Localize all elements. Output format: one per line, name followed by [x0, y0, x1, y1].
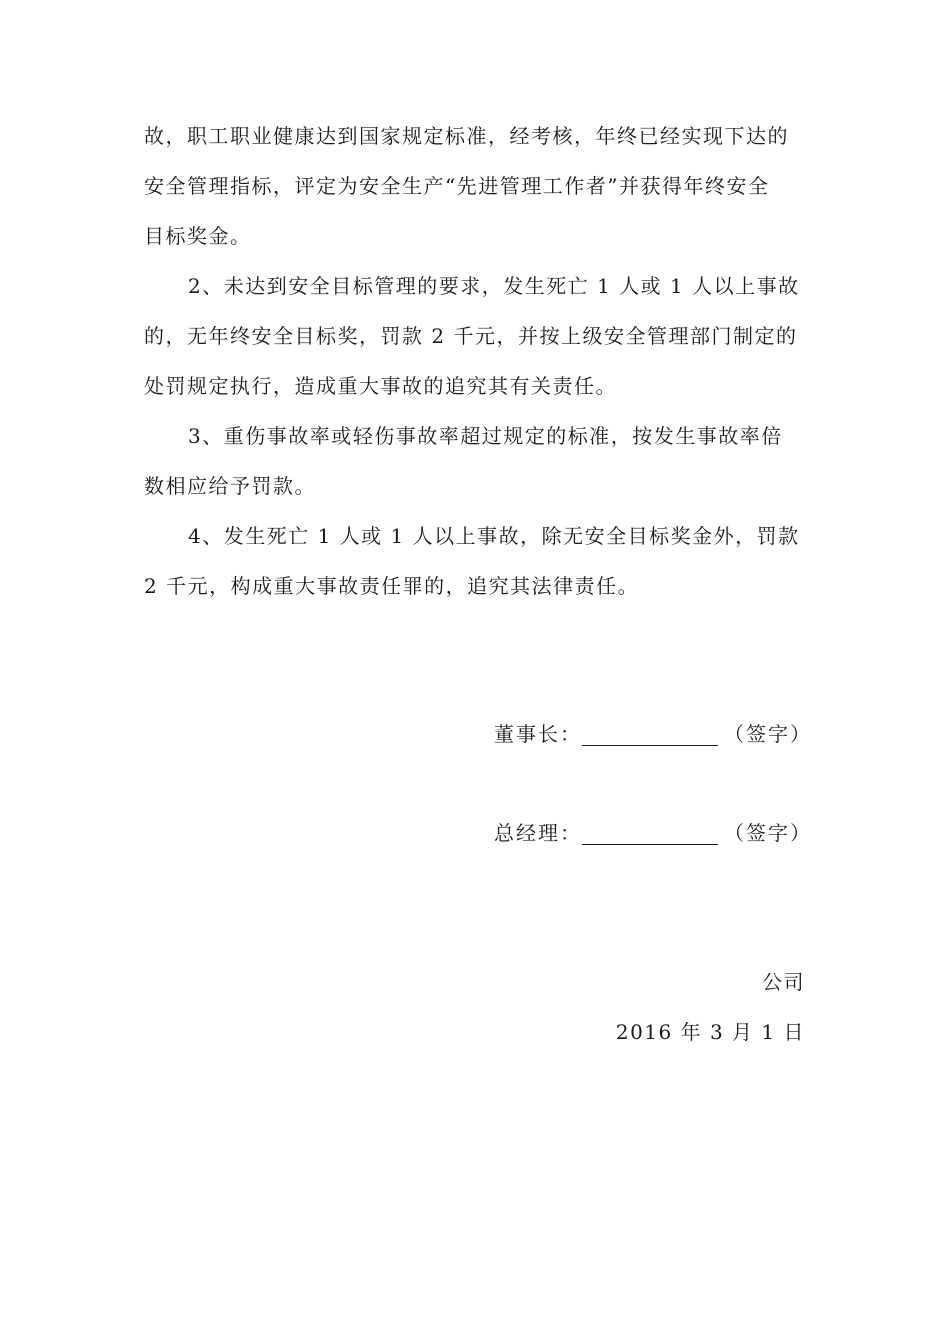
text-line: 目标奖金。: [144, 224, 252, 248]
company-name: 公司: [762, 970, 805, 994]
general-manager-label: 总经理：: [494, 821, 582, 845]
chairman-signature-hint: （签字）: [724, 722, 812, 746]
text-line: 2、未达到安全目标管理的要求，发生死亡 1 人或 1 人以上事故: [188, 274, 800, 298]
chairman-signature-line: [582, 745, 718, 746]
text-line: 故，职工职业健康达到国家规定标准，经考核，年终已经实现下达的: [144, 124, 789, 148]
text-line: 安全管理指标，评定为安全生产“先进管理工作者”并获得年终安全: [144, 174, 770, 198]
text-line: 2 千元，构成重大事故责任罪的，追究其法律责任。: [144, 574, 640, 598]
text-line: 4、发生死亡 1 人或 1 人以上事故，除无安全目标奖金外，罚款: [188, 524, 800, 548]
text-line: 数相应给予罚款。: [144, 474, 316, 498]
text-line: 处罚规定执行，造成重大事故的追究其有关责任。: [144, 374, 617, 398]
document-date: 2016 年 3 月 1 日: [615, 1020, 805, 1044]
chairman-label: 董事长：: [494, 722, 582, 746]
text-line: 的，无年终安全目标奖，罚款 2 千元，并按上级安全管理部门制定的: [144, 324, 798, 348]
text-line: 3、重伤事故率或轻伤事故率超过规定的标准，按发生事故率倍: [188, 424, 783, 448]
general-manager-signature-hint: （签字）: [724, 821, 812, 845]
general-manager-signature-line: [582, 844, 718, 845]
